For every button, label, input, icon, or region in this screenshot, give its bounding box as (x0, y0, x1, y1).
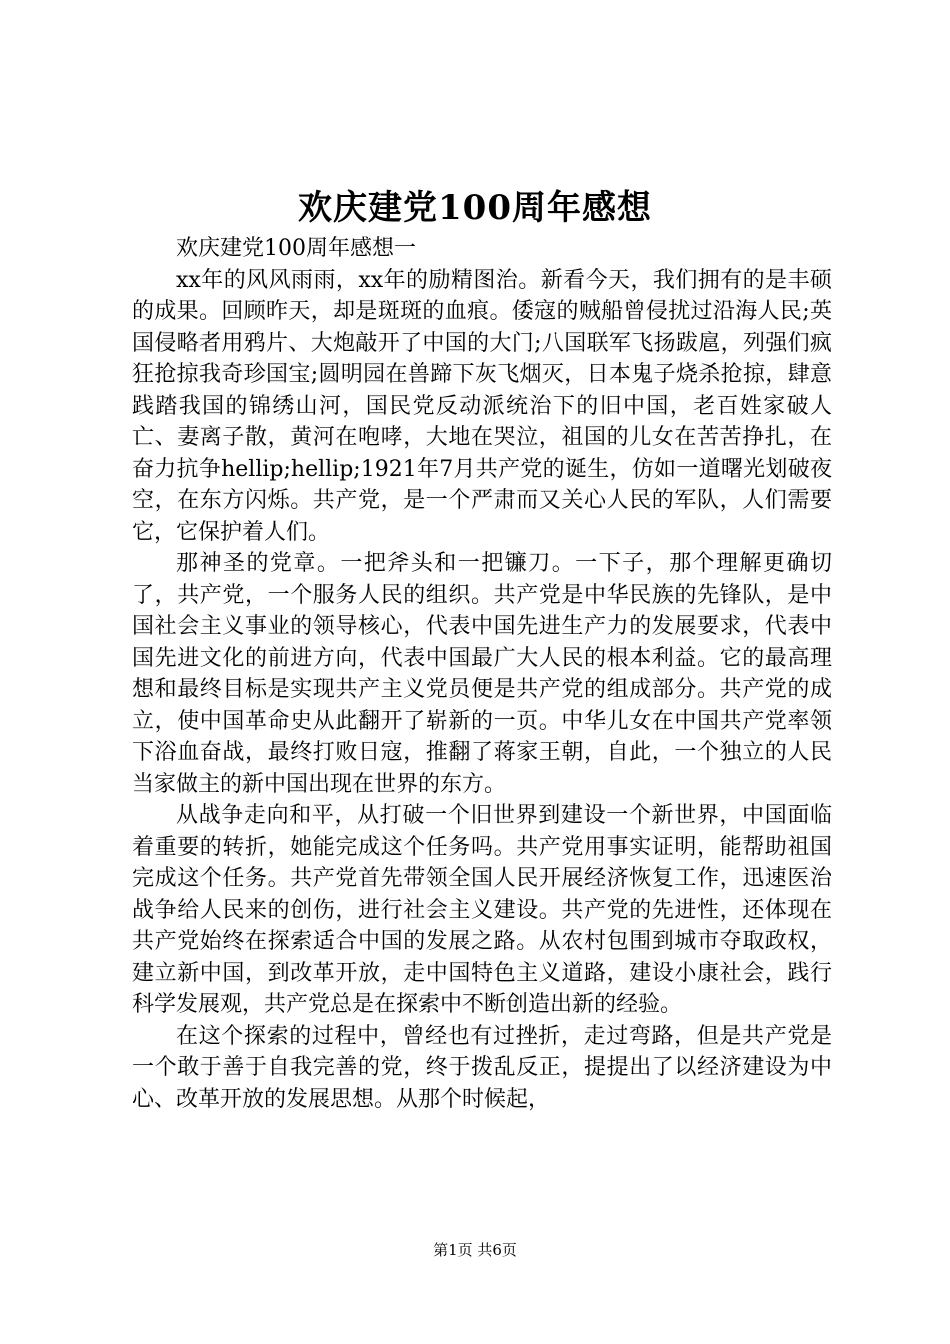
section-heading: 欢庆建党100周年感想一 (176, 236, 416, 261)
document-title: 欢庆建党100周年感想 (298, 188, 652, 228)
page-number-footer: 第1页 共6页 (433, 1241, 517, 1259)
body-paragraph-2: 那神圣的党章。一把斧头和一把镰刀。一下子，那个理解更确切了，共产党，一个服务人民的组织。共产党是中华民族的先锋队，是中国社会主义事业的领导核心，代表中国先进生产力的发展要求，代表中国先进文化的前进方向，代表中国最广大人民的根本利益。它的最高理想和最终目标是实现共产主义党员便是共产党的组成部分。共产党的成立，使中国革命史从此翻开了崭新的一页。中华儿女在中国共产党率领下浴血奋战，最终打败日寇，推翻了蒋家王朝，自此，一个独立的人民当家做主的新中国出现在世界的东方。 (132, 551, 832, 797)
body-paragraph-4: 在这个探索的过程中，曾经也有过挫折，走过弯路，但是共产党是一个敢于善于自我完善的党，终于拨乱反正，提提出了以经济建设为中心、改革开放的发展思想。从那个时候起， (132, 1023, 832, 1112)
body-paragraph-1: xx年的风风雨雨，xx年的励精图治。新看今天，我们拥有的是丰硕的成果。回顾昨天，却是斑斑的血痕。倭寇的贼船曾侵扰过沿海人民;英国侵略者用鸦片、大炮敲开了中国的大门;八国联军飞扬跋扈，列强们疯狂抢掠我奇珍国宝;圆明园在兽蹄下灰飞烟灭，日本鬼子烧杀抢掠，肆意践踏我国的锦绣山河，国民党反动派统治下的旧中国，老百姓家破人亡、妻离子散，黄河在咆哮，大地在哭泣，祖国的儿女在苦苦挣扎，在奋力抗争hellip;hellip;1921年7月共产党的诞生，仿如一道曙光划破夜空，在东方闪烁。共产党，是一个严肃而又关心人民的军队，人们需要它，它保护着人们。 (132, 267, 832, 545)
document-body (132, 233, 832, 1115)
body-paragraph-3: 从战争走向和平，从打破一个旧世界到建设一个新世界，中国面临着重要的转折，她能完成这个任务吗。共产党用事实证明，能帮助祖国完成这个任务。共产党首先带领全国人民开展经济恢复工作，迅速医治战争给人民来的创伤，进行社会主义建设。共产党的先进性，还体现在共产党始终在探索适合中国的发展之路。从农村包围到城市夺取政权，建立新中国，到改革开放，走中国特色主义道路，建设小康社会，践行科学发展观，共产党总是在探索中不断创造出新的经验。 (132, 803, 832, 1017)
